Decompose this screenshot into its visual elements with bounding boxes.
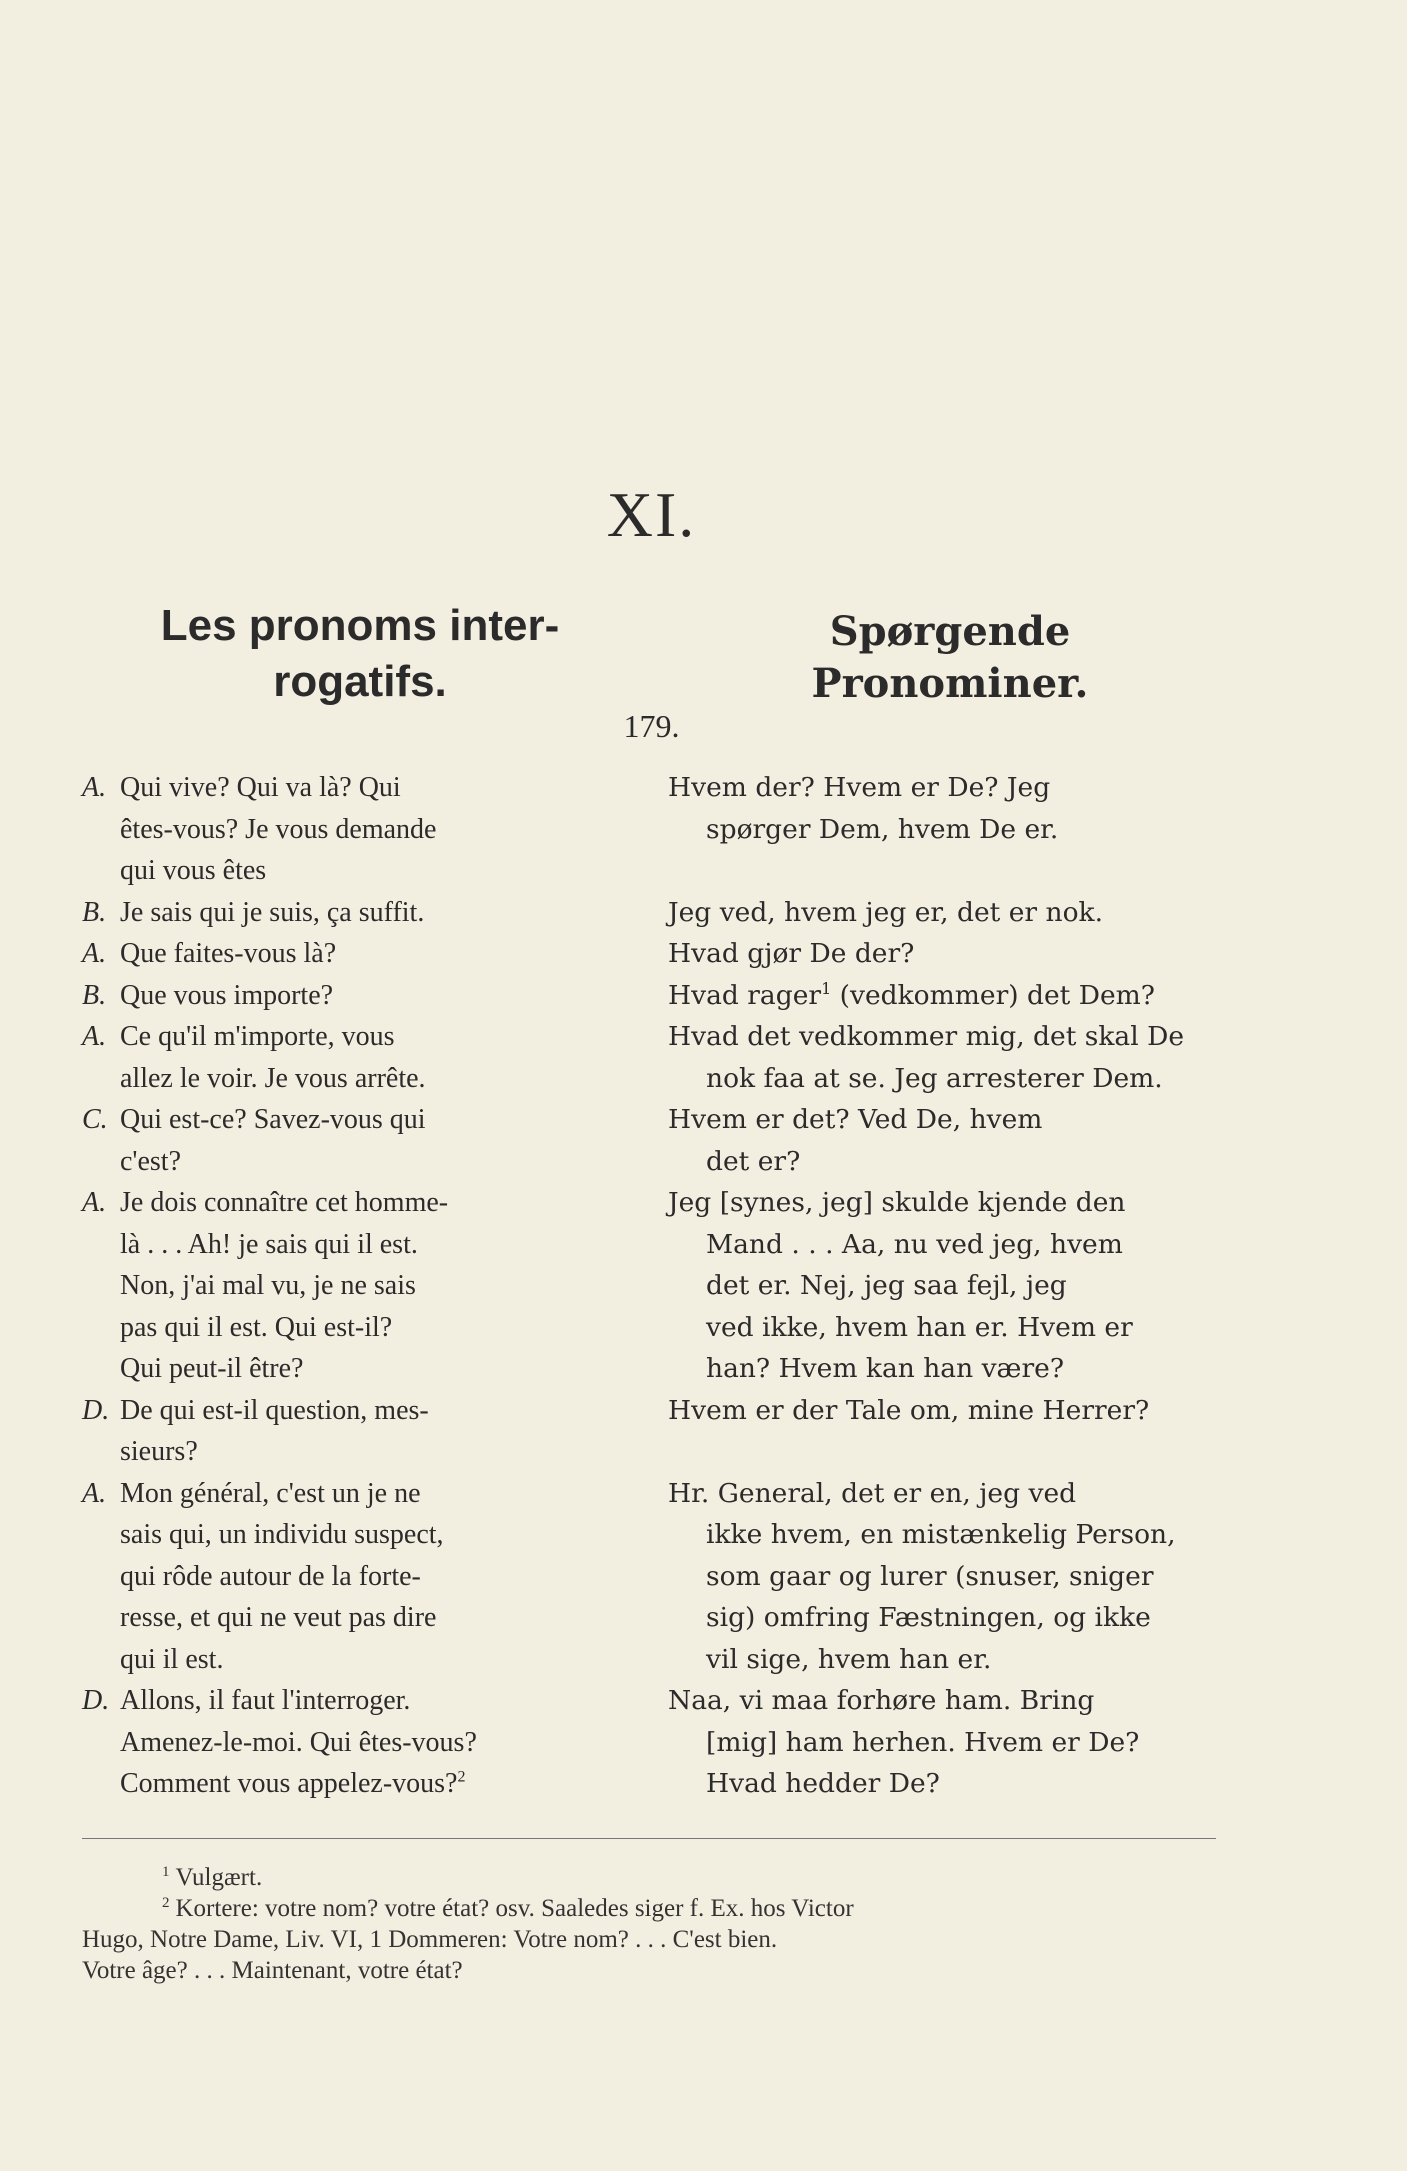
footnote-ref: 1 [821,978,832,998]
danish-text: Hvad gjør De der? [668,938,915,969]
speaker-label: A. [82,938,107,969]
footnote-rule [82,1838,1216,1839]
danish-entry [668,1680,1216,1805]
french-text: Amenez-le-moi. Qui êtes-vous? [120,1726,477,1758]
chapter-number: XI. [606,479,697,550]
danish-text: Jeg [synes, jeg] skulde kjende den [668,1187,1126,1218]
danish-line [668,1224,1216,1266]
speaker-label: A. [82,1021,107,1052]
french-text: là . . . Ah! je sais qui il est. [120,1228,418,1260]
spacer [668,1431,1216,1473]
french-text: c'est? [120,1145,182,1177]
speaker-label: B. [82,979,107,1011]
french-text: Comment vous appelez-vous? [120,1768,458,1799]
french-text: qui il est. [120,1643,224,1675]
french-line [82,1514,620,1556]
danish-entry [668,892,1216,934]
heading-french [120,598,600,710]
danish-line [668,1348,1216,1390]
danish-text: Hvem er det? Ved De, hvem [668,1104,1043,1135]
french-line [82,1680,620,1722]
danish-entry [668,767,1216,850]
french-text: Mon général, c'est un je ne [120,1477,421,1509]
danish-text: Jeg ved, hvem jeg er, det er nok. [668,896,1103,928]
danish-line [668,1639,1216,1681]
french-text: Ce qu'il m'importe, vous [120,1021,395,1052]
french-text: resse, et qui ne veut pas dire [120,1602,437,1633]
danish-text: [mig] ham herhen. Hvem er De? [706,1726,1140,1758]
french-text: De qui est-il question, mes- [120,1394,429,1426]
french-line [82,1763,620,1805]
danish-entry [668,933,1216,975]
section-number: 179. [623,708,680,744]
footnote-number: 2 [162,1894,170,1911]
spacer [668,850,1216,892]
french-line [82,1431,620,1473]
danish-line [668,1016,1216,1058]
danish-text: Naa, vi maa forhøre ham. Bring [668,1685,1095,1716]
footnote-text: Votre âge? . . . Maintenant, votre état? [82,1957,463,1984]
danish-text: Mand . . . Aa, nu ved jeg, hvem [706,1228,1123,1260]
footnote-line [82,1955,1216,1986]
french-text: Non, j'ai mal vu, je ne sais [120,1270,416,1301]
speaker-label: C. [82,1104,108,1135]
french-text: allez le voir. Je vous arrête. [120,1062,426,1094]
danish-text: vil sige, hvem han er. [706,1643,992,1675]
french-text: Je sais qui je suis, ça suffit. [120,896,425,928]
heading-french-line-2: rogatifs. [273,657,447,706]
french-text: êtes-vous? Je vous demande [120,813,437,845]
french-text: qui rôde autour de la forte- [120,1560,421,1592]
french-line [82,892,620,934]
french-line [82,1390,620,1432]
french-line [82,1141,620,1183]
french-line [82,1182,620,1224]
speaker-label: D. [82,1394,110,1426]
danish-line [668,1141,1216,1183]
french-text: Qui vive? Qui va là? Qui [120,772,401,803]
french-text: sais qui, un individu suspect, [120,1519,444,1550]
danish-line [668,1763,1216,1805]
danish-entry [668,1473,1216,1681]
danish-line [668,1307,1216,1349]
danish-line [668,767,1216,809]
french-line [82,1224,620,1266]
french-entry [82,975,620,1017]
danish-line [668,1099,1216,1141]
french-entry [82,767,620,892]
french-line [82,1473,620,1515]
danish-entry [668,1099,1216,1182]
danish-entry [668,1182,1216,1390]
french-line [82,1348,620,1390]
french-text: Que faites-vous là? [120,938,337,969]
danish-text: spørger Dem, hvem De er. [706,813,1059,845]
footnotes [82,1862,1216,1986]
danish-text: nok faa at se. Jeg arresterer Dem. [706,1062,1163,1094]
danish-line [668,1473,1216,1515]
danish-text: Hvem der? Hvem er De? Jeg [668,772,1051,803]
french-text: sieurs? [120,1436,198,1467]
french-line [82,1722,620,1764]
french-line [82,1058,620,1100]
danish-text: han? Hvem kan han være? [706,1353,1065,1384]
danish-line [668,1390,1216,1432]
speaker-label: A. [82,1187,107,1218]
french-entry [82,1680,620,1805]
danish-text: sig) omfring Fæstningen, og ikke [706,1602,1151,1633]
french-line [82,1307,620,1349]
danish-line [668,1058,1216,1100]
danish-line [668,1722,1216,1764]
footnote-text: Vulgært. [175,1864,263,1891]
danish-line [668,975,1216,1017]
french-line [82,933,620,975]
danish-text: ikke hvem, en mistænkelig Person, [706,1519,1176,1550]
danish-text: (vedkommer) det Dem? [831,979,1155,1011]
danish-line [668,809,1216,851]
danish-text: Hvad rager [668,979,822,1011]
danish-text: Hvad hedder De? [706,1768,940,1799]
french-entry [82,1016,620,1099]
french-line [82,1265,620,1307]
french-line [82,850,620,892]
danish-text: Hvad det vedkommer mig, det skal De [668,1021,1185,1052]
danish-column [668,767,1216,1805]
french-entry [82,933,620,975]
danish-text: ved ikke, hvem han er. Hvem er [706,1311,1133,1343]
danish-line [668,1182,1216,1224]
french-text: Que vous importe? [120,979,334,1011]
heading-danish: Spørgende Pronominer. [811,608,1089,707]
danish-text: Hvem er der Tale om, mine Herrer? [668,1394,1150,1426]
danish-entry [668,1390,1216,1432]
danish-text: det er. Nej, jeg saa fejl, jeg [706,1270,1067,1301]
french-text: Qui est-ce? Savez-vous qui [120,1104,426,1135]
french-text: Je dois connaître cet homme- [120,1187,449,1218]
speaker-label: A. [82,772,107,803]
danish-entry [668,975,1216,1017]
danish-entry [668,1016,1216,1099]
danish-line [668,1556,1216,1598]
french-entry [82,892,620,934]
french-text: Allons, il faut l'interroger. [120,1685,411,1716]
speaker-label: A. [82,1477,107,1509]
danish-line [668,892,1216,934]
french-text: Qui peut-il être? [120,1353,304,1384]
french-entry [82,1182,620,1390]
danish-text: det er? [706,1145,801,1177]
footnote-ref: 2 [457,1768,466,1786]
french-line [82,809,620,851]
danish-line [668,1514,1216,1556]
french-column [82,767,620,1805]
french-text: pas qui il est. Qui est-il? [120,1311,393,1343]
french-line [82,1639,620,1681]
french-line [82,1016,620,1058]
footnote-line [82,1924,1216,1955]
footnote-line [82,1862,1216,1893]
footnote-number: 1 [162,1863,170,1880]
footnote-text: Kortere: votre nom? votre état? osv. Saaledes siger f. Ex. hos Victor [175,1895,854,1922]
footnote-text: Hugo, Notre Dame, Liv. VI, 1 Dommeren: Votre nom? . . . C'est bien. [82,1926,778,1953]
danish-line [668,1680,1216,1722]
heading-french-line-1: Les pronoms inter- [160,601,560,650]
french-entry [82,1099,620,1182]
french-line [82,975,620,1017]
french-line [82,1556,620,1598]
danish-line [668,933,1216,975]
danish-line [668,1597,1216,1639]
footnote-line [82,1893,1216,1924]
speaker-label: D. [82,1685,110,1716]
french-entry [82,1473,620,1681]
french-text: qui vous êtes [120,855,267,886]
french-line [82,1597,620,1639]
speaker-label: B. [82,896,107,928]
danish-line [668,1265,1216,1307]
danish-text: som gaar og lurer (snuser, sniger [706,1560,1154,1592]
french-line [82,767,620,809]
french-line [82,1099,620,1141]
french-entry [82,1390,620,1473]
danish-text: Hr. General, det er en, jeg ved [668,1477,1077,1509]
